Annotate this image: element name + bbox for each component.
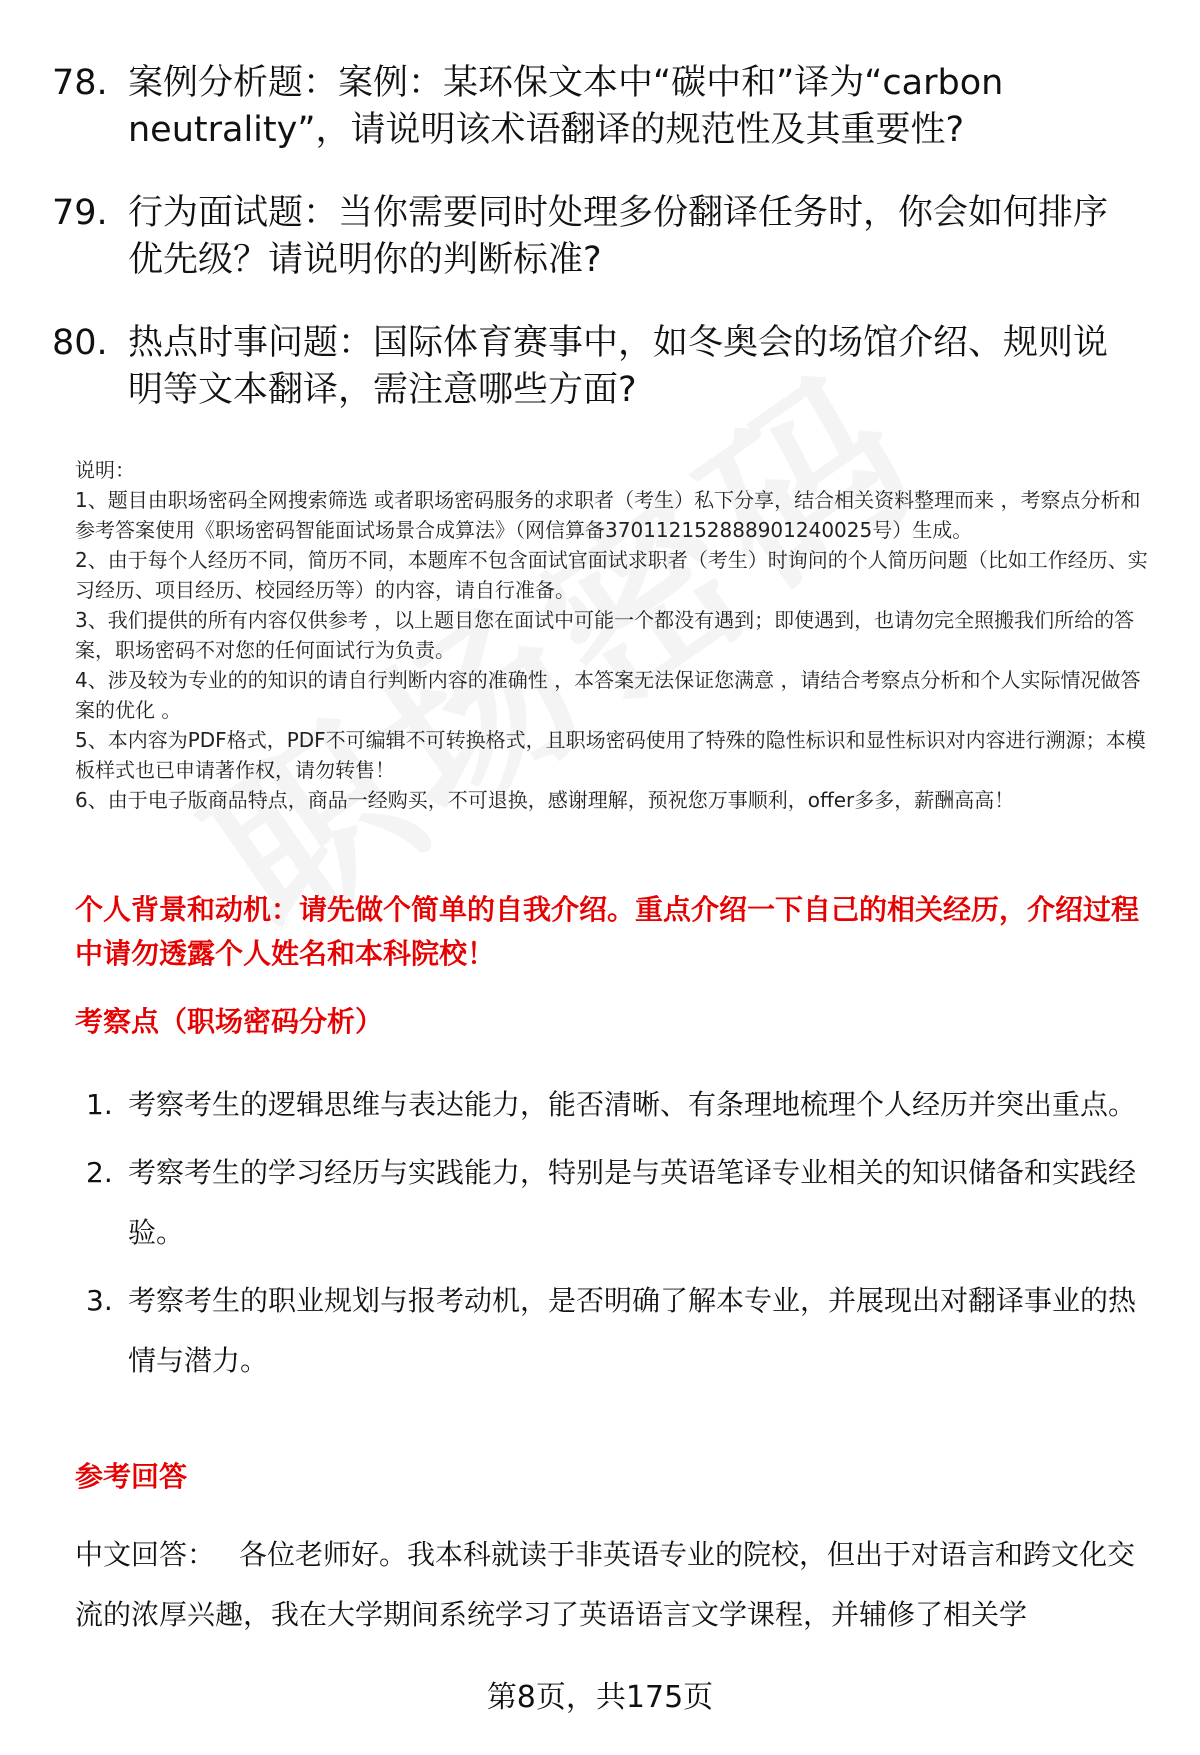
notes-section <box>75 455 1160 815</box>
assessment-point <box>0 1075 1200 1135</box>
question-item <box>0 60 1200 154</box>
note-item: 4、涉及较为专业的的知识的请自行判断内容的准确性 ，本答案无法保证您满意 ，请结合考察点分析和个人实际情况做答案的优化 。 <box>75 668 1141 722</box>
point-number: 3. <box>86 1284 113 1317</box>
question-item <box>0 190 1200 284</box>
background-question-heading: 个人背景和动机：请先做个简单的自我介绍。重点介绍一下自己的相关经历，介绍过程中请勿透露个人姓名和本科院校！ <box>75 893 1140 970</box>
question-text: 热点时事问题：国际体育赛事中，如冬奥会的场馆介绍、规则说明等文本翻译，需注意哪些方面? <box>128 323 1109 410</box>
question-number: 78. <box>52 63 108 103</box>
assessment-points-heading: 考察点（职场密码分析） <box>75 1005 384 1038</box>
note-item: 2、由于每个人经历不同，简历不同，本题库不包含面试官面试求职者（考生）时询问的个人简历问题（比如工作经历、实习经历、项目经历、校园经历等）的内容，请自行准备。 <box>75 548 1148 602</box>
question-text: 行为面试题：当你需要同时处理多份翻译任务时，你会如何排序优先级？请说明你的判断标准? <box>128 193 1109 280</box>
answer-text: 各位老师好。我本科就读于非英语专业的院校，但出于对语言和跨文化交流的浓厚兴趣，我在大学期间系统学习了英语语言文学课程，并辅修了相关学 <box>75 1538 1136 1631</box>
notes-title: 说明： <box>75 458 135 482</box>
assessment-point <box>0 1143 1200 1263</box>
page-footer: 第8页，共175页 <box>486 1680 714 1715</box>
question-list <box>0 60 1200 450</box>
reference-answer-heading: 参考回答 <box>75 1460 188 1493</box>
question-number: 79. <box>52 193 108 233</box>
answer-label: 中文回答： <box>75 1538 216 1571</box>
reference-answer <box>75 1525 1160 1645</box>
note-item: 1、题目由职场密码全网搜索筛选 或者职场密码服务的求职者（考生）私下分享，结合相关资料整理而来 ，考察点分析和参考答案使用《职场密码智能面试场景合成算法》（网信算备370112152888901240025号）生成。 <box>75 488 1141 542</box>
question-item <box>0 320 1200 414</box>
point-text: 考察考生的学习经历与实践能力，特别是与英语笔译专业相关的知识储备和实践经验。 <box>128 1156 1137 1249</box>
assessment-point <box>0 1271 1200 1391</box>
point-number: 2. <box>86 1156 113 1189</box>
question-number: 80. <box>52 323 108 363</box>
question-text: 案例分析题：案例：某环保文本中“碳中和”译为“carbon neutrality”，请说明该术语翻译的规范性及其重要性? <box>128 63 1004 150</box>
point-text: 考察考生的职业规划与报考动机，是否明确了解本专业，并展现出对翻译事业的热情与潜力。 <box>128 1284 1137 1377</box>
note-item: 5、本内容为PDF格式，PDF不可编辑不可转换格式，且职场密码使用了特殊的隐性标识和显性标识对内容进行溯源；本模板样式也已申请著作权，请勿转售！ <box>75 728 1146 782</box>
assessment-points-list <box>0 1075 1200 1399</box>
point-number: 1. <box>86 1088 113 1121</box>
note-item: 6、由于电子版商品特点，商品一经购买，不可退换，感谢理解，预祝您万事顺利，offer多多，薪酬高高！ <box>75 788 1015 812</box>
note-item: 3、我们提供的所有内容仅供参考 ，以上题目您在面试中可能一个都没有遇到；即使遇到，也请勿完全照搬我们所给的答案，职场密码不对您的任何面试行为负责。 <box>75 608 1135 662</box>
point-text: 考察考生的逻辑思维与表达能力，能否清晰、有条理地梳理个人经历并突出重点。 <box>128 1088 1137 1121</box>
